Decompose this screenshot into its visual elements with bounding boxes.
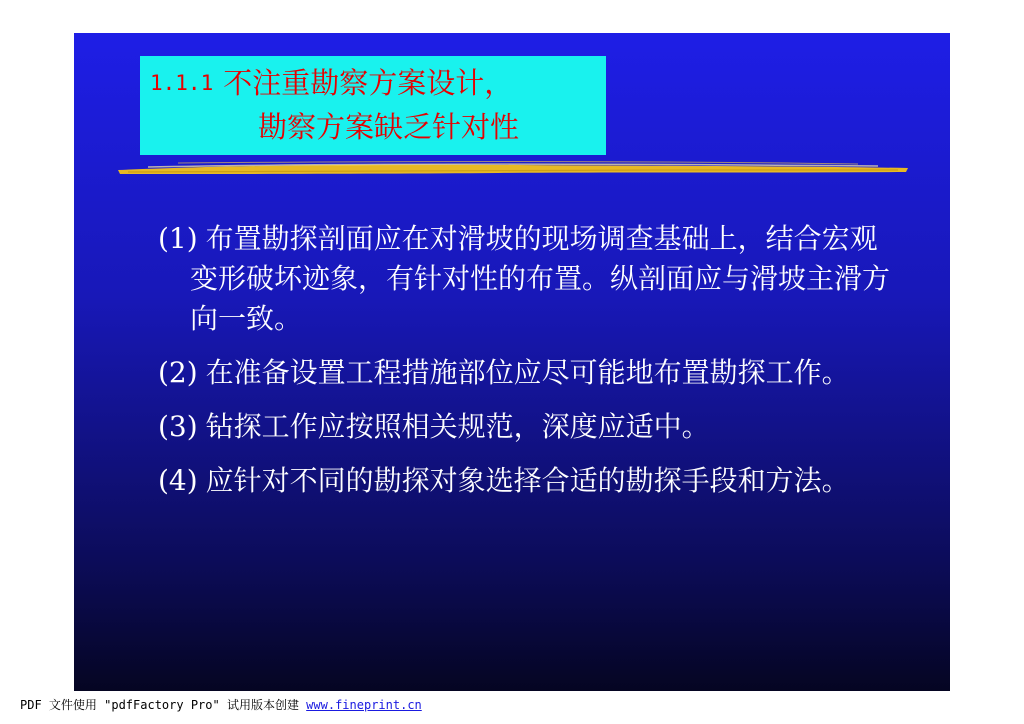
title-underline-brush (118, 160, 908, 176)
list-item: (3) 钻探工作应按照相关规范，深度应适中。 (158, 410, 710, 443)
slide-title-line-2: 勘察方案缺乏针对性 (258, 110, 520, 144)
list-item: (1) 布置勘探剖面应在对滑坡的现场调查基础上，结合宏观变形破坏迹象，有针对性的布置。纵剖面应与滑坡主滑方向一致。 (158, 222, 891, 335)
fineprint-link[interactable]: www.fineprint.cn (306, 698, 422, 712)
slide-body (158, 219, 898, 515)
slide-title-box (140, 56, 606, 155)
section-number: 1.1.1 (150, 71, 214, 95)
footer-text: PDF 文件使用 "pdfFactory Pro" 试用版本创建 (20, 698, 307, 712)
slide (74, 33, 950, 691)
pdf-watermark-footer (20, 696, 422, 713)
title-text-1: 不注重勘察方案设计， (223, 66, 514, 100)
list-item: (4) 应针对不同的勘探对象选择合适的勘探手段和方法。 (158, 464, 850, 497)
list-item: (2) 在准备设置工程措施部位应尽可能地布置勘探工作。 (158, 356, 850, 389)
slide-title-line-1 (150, 66, 513, 100)
